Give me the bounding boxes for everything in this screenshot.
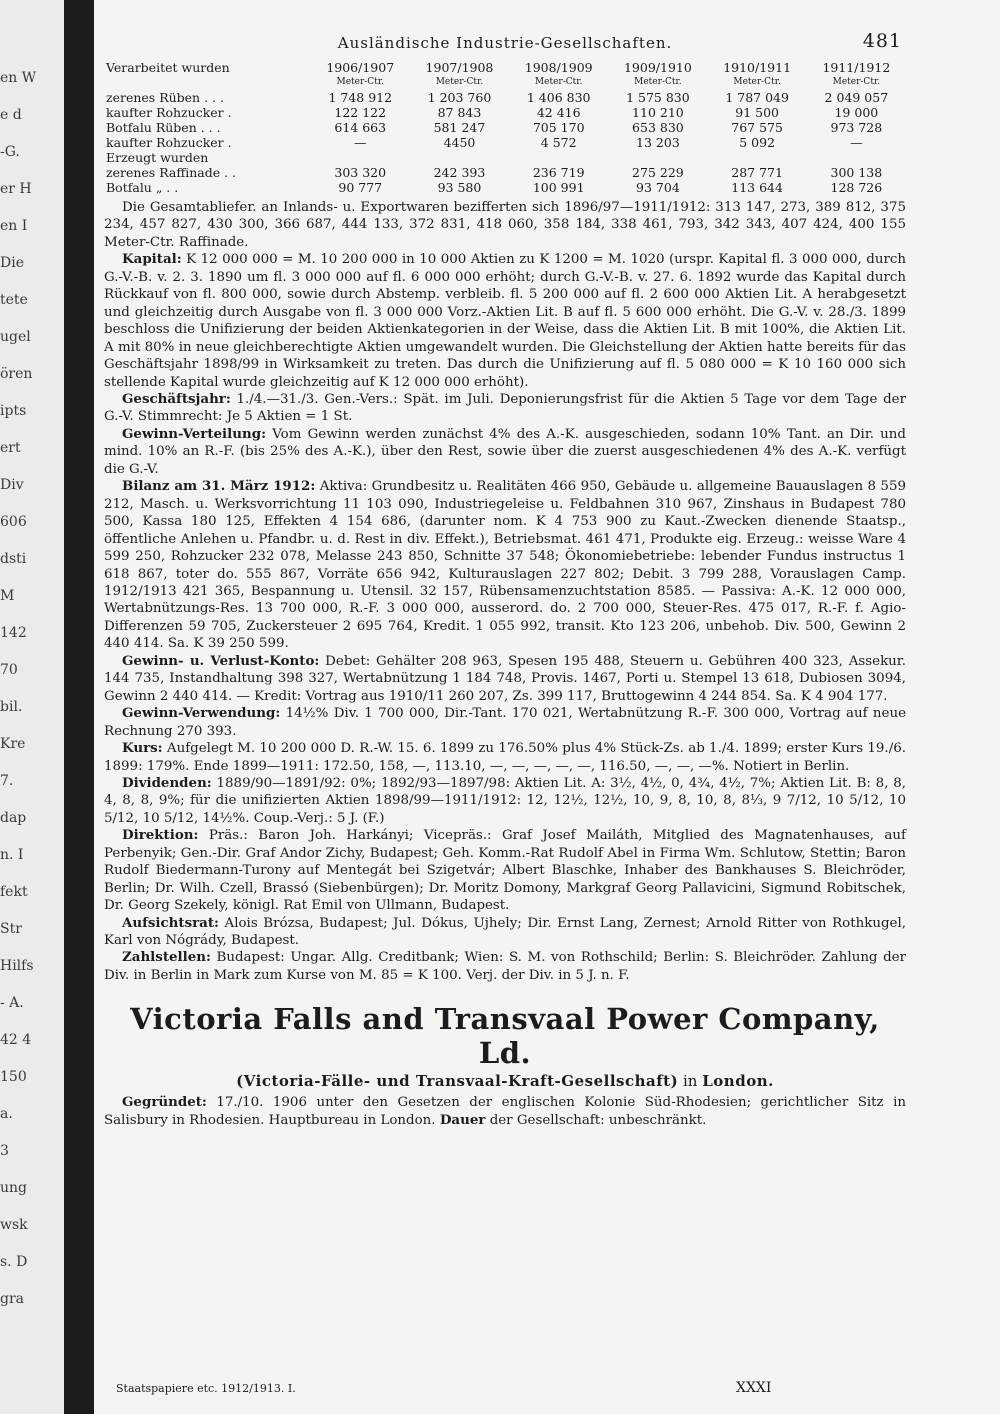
margin-fragment: ugel: [0, 329, 31, 345]
year-header: 1911/1912: [822, 60, 891, 75]
table-row: [104, 120, 906, 135]
margin-fragment: - A.: [0, 995, 24, 1011]
paragraph-label: Kurs:: [122, 740, 163, 757]
company-duration-text: der Gesellschaft: unbeschränkt.: [489, 1112, 707, 1128]
table-cell: 90 777: [338, 180, 383, 195]
margin-fragment: 42 4: [0, 1032, 32, 1048]
margin-fragment: s. D: [0, 1254, 28, 1270]
paragraph-label: Geschäftsjahr:: [122, 390, 231, 407]
article-body: [104, 199, 906, 984]
production-table-units: [104, 75, 906, 90]
year-header: 1910/1911: [723, 60, 792, 75]
year-header: 1908/1909: [524, 60, 593, 75]
table-row: [104, 135, 906, 150]
book-gutter: [64, 0, 94, 1414]
row-label: Erzeugt wurden: [106, 150, 209, 165]
company-founded: [104, 1094, 906, 1129]
table-cell: 300 138: [830, 165, 883, 180]
article-paragraph: [104, 251, 906, 391]
table-cell: 242 393: [433, 165, 486, 180]
table-cell: —: [354, 135, 367, 150]
paragraph-label: Bilanz am 31. März 1912:: [122, 478, 316, 495]
table-cell: 122 122: [334, 105, 387, 120]
margin-fragment: ören: [0, 366, 33, 382]
paragraph-label: Direktion:: [122, 827, 199, 844]
article-paragraph: [104, 478, 906, 653]
margin-fragment: n. I: [0, 847, 24, 863]
table-cell: 614 663: [334, 120, 387, 135]
table-cell: 973 728: [830, 120, 883, 135]
margin-fragment: er H: [0, 181, 32, 197]
unit-label: Meter-Ctr.: [634, 77, 682, 87]
paragraph-label: Gewinn-Verteilung:: [122, 425, 267, 442]
page: [104, 30, 906, 1129]
table-cell: 287 771: [731, 165, 783, 180]
article-paragraph: [104, 705, 906, 740]
table-cell: 100 991: [532, 180, 585, 195]
table-cell: 87 843: [437, 105, 482, 120]
paragraph-label: Kapital:: [122, 251, 182, 268]
margin-fragment: fekt: [0, 884, 28, 900]
row-label: kaufter Rohzucker .: [106, 135, 232, 150]
paragraph-label: Aufsichtsrat:: [122, 914, 219, 931]
paragraph-text: Vom Gewinn werden zunächst 4% des A.-K. ausgeschieden, sodann 10% Tant. an Dir. und mind. 10% an R.-F. (bis 25% des A.-K.), über den Rest, sowie über die zuerst ausgeschiedenen 4% des A.-K. verfügt die G.-V.: [104, 426, 906, 477]
margin-fragment: Str: [0, 921, 22, 937]
article-paragraph: [104, 915, 906, 950]
paragraph-text: Die Gesamtabliefer. an Inlands- u. Exportwaren bezifferten sich 1896/97—1911/1912: 313 147, 273, 389 812, 375 234, 457 827, 430 300, 366 687, 444 133, 372 831, 418 060, 358 184, 338 461, 793, 342 343, 407 424, 400 155 Meter-Ctr. Raffinade.: [104, 200, 906, 250]
margin-fragment: en W: [0, 70, 37, 86]
paragraph-text: Aktiva: Grundbesitz u. Realitäten 466 950, Gebäude u. allgemeine Bauauslagen 8 559 212, Masch. u. Werksvorrichtung 11 103 090, Industriegeleise u. Feldbahnen 310 967, Zinshaus in Budapest 780 500, Kassa 180 125, Effekten 4 154 686, (darunter nom. K 4 753 900 zu Kaut.-Zwecken dienende Staatsp., öffentliche Anlehen u. Pfandbr. u. d. Rest in div. Effekt.), Betriebsmat. 461 471, Produkte eig. Erzeug.: weisse Ware 4 599 250, Rohzucker 232 078, Melasse 243 850, Schnitte 37 548; Ökonomiebetriebe: lebender Fundus instructus 1 618 867, toter do. 555 867, Vorräte 656 942, Kulturauslagen 227 802; Debit. 3 799 288, Vorauslagen Camp. 1912/1913 421 365, Bespannung u. Utensil. 32 157, Rübensamenzuchtstation 8585. — Passiva: A.-K. 12 000 000, Wertabnützungs-Res. 13 700 000, R.-F. 3 000 000, ausserord. do. 2 700 000, Steuer-Res. 475 017, R.-F. f. Agio-Differenzen 59 705, Zuckersteuer 2 695 764, Kredit. 1 055 992, transit. Kto 123 206, unbehob. Div. 500, Gewinn 2 440 414. Sa. K 39 250 599.: [104, 479, 906, 652]
unit-label: Meter-Ctr.: [733, 77, 781, 87]
footer-sheet-number: XXXI: [736, 1380, 772, 1396]
table-cell: 1 203 760: [427, 90, 492, 105]
table-cell: 5 092: [739, 135, 776, 150]
article-paragraph: [104, 199, 906, 251]
table-cell: [807, 150, 906, 165]
margin-fragment: wsk: [0, 1217, 28, 1233]
margin-fragment: e d: [0, 107, 22, 123]
margin-fragment: 142: [0, 625, 27, 641]
production-table-units-spacer: [104, 75, 311, 90]
table-cell: 93 580: [437, 180, 482, 195]
table-row: [104, 150, 906, 165]
margin-fragment: gra: [0, 1291, 25, 1307]
unit-label: Meter-Ctr.: [336, 77, 384, 87]
running-head: [104, 30, 906, 60]
paragraph-text: 1./4.—31./3. Gen.-Vers.: Spät. im Juli. Deponierungsfrist für die Aktien 5 Tage vor dem Tage der G.-V. Stimmrecht: Je 5 Aktien = 1 St.: [104, 391, 906, 425]
table-cell: 128 726: [830, 180, 883, 195]
margin-fragment: Div: [0, 477, 24, 493]
margin-fragment: Hilfs: [0, 958, 34, 974]
unit-label: Meter-Ctr.: [534, 77, 583, 87]
table-row: [104, 105, 906, 120]
row-label: Botfalu Rüben . . .: [106, 120, 221, 135]
table-cell: 113 644: [731, 180, 783, 195]
paragraph-label: Dividenden:: [122, 774, 212, 791]
paragraph-text: Budapest: Ungar. Allg. Creditbank; Wien: S. M. von Rothschild; Berlin: S. Bleichröder. Zahlung der Div. in Berlin in Mark zum Kurse von M. 85 = K 100. Verj. der Div. in 5 J. n. F.: [104, 950, 907, 983]
table-cell: 4 572: [540, 135, 577, 150]
table-cell: 767 575: [731, 120, 783, 135]
adjacent-page-margin: [0, 0, 64, 1414]
table-cell: 1 748 912: [328, 90, 393, 105]
company-subheading: [104, 1072, 906, 1090]
row-label: Botfalu „ . .: [106, 180, 179, 195]
margin-fragment: -G.: [0, 144, 20, 160]
margin-fragment: ipts: [0, 403, 27, 419]
margin-fragment: M: [0, 588, 15, 604]
table-cell: 42 416: [536, 105, 581, 120]
article-paragraph: [104, 740, 906, 775]
article-paragraph: [104, 391, 906, 426]
margin-fragment: tete: [0, 292, 28, 308]
paragraph-label: Gewinn-Verwendung:: [122, 705, 281, 722]
paragraph-text: 1889/90—1891/92: 0%; 1892/93—1897/98: Aktien Lit. A: 3½, 4½, 0, 4¾, 4½, 7%; Aktien Lit. B: 8, 8, 4, 8, 8, 9%; für die unifizierten Aktien 1898/99—1911/1912: 12, 12½, 12½, 10, 9, 8, 10, 8, 8⅓, 9 7/12, 10 5/12, 10 5/12, 10 5/12, 14½%. Coup.-Verj.: 5 J. (F.): [104, 775, 906, 826]
margin-fragment: bil.: [0, 699, 23, 715]
table-cell: 110 210: [632, 105, 684, 120]
margin-fragment: ung: [0, 1180, 27, 1196]
article-paragraph: [104, 426, 906, 478]
table-cell: 4450: [443, 135, 476, 150]
production-table: [104, 60, 906, 195]
table-cell: 91 500: [735, 105, 779, 120]
margin-fragment: 150: [0, 1069, 27, 1085]
table-cell: [311, 150, 410, 165]
table-cell: 2 049 057: [824, 90, 889, 105]
row-label: kaufter Rohzucker .: [106, 105, 232, 120]
paragraph-text: K 12 000 000 = M. 10 200 000 in 10 000 Aktien zu K 1200 = M. 1020 (urspr. Kapital fl. 3 000 000, durch G.-V.-B. v. 2. 3. 1890 um fl. 3 000 000 auf fl. 6 000 000 erhöht; durch G.-V.-B. v. 27. 6. 1892 wurde das Kapital durch Rückkauf von fl. 800 000, sowie durch Abstemp. verbleib. fl. 5 200 000 auf fl. 2 600 000 Aktien Lit. A herabgesetzt und gleichzeitig durch Ausgabe von fl. 3 000 000 Vorz.-Aktien Lit. B auf fl. 5 600 000 erhöht. Die G.-V. v. 28./3. 1899 beschloss die Unifizierung der beiden Aktienkategorien in der Weise, dass die Aktien Lit. B mit 100%, die Aktien Lit. A mit 80% in neue gleichberechtigte Aktien umgewandelt wurden. Die Gleichstellung der Aktien hatte bereits für das Geschäftsjahr 1898/99 in Wirksamkeit zu treten. Das durch die Unifizierung auf fl. 5 080 000 = K 10 160 000 sich stellende Kapital wurde gleichzeitig auf K 12 000 000 erhöht).: [104, 252, 906, 390]
company-duration-label: Dauer: [439, 1111, 486, 1128]
company-german-name: (Victoria-Fälle- und Transvaal-Kraft-Gesellschaft): [236, 1072, 679, 1091]
margin-fragment: 3: [0, 1143, 9, 1159]
table-cell: 705 170: [532, 120, 585, 135]
table-cell: 1 575 830: [626, 90, 690, 105]
margin-fragment: Kre: [0, 736, 26, 752]
unit-label: Meter-Ctr.: [832, 77, 881, 87]
paragraph-text: Debet: Gehälter 208 963, Spesen 195 488, Steuern u. Gebühren 400 323, Assekur. 144 735, Instandhaltung 398 327, Wertabnützung 1 184 748, Provis. 1467, Porti u. Stempel 13 618, Dubiosen 3094, Gewinn 2 440 414. — Kredit: Vortrag aus 1910/11 260 207, Zs. 399 117, Bruttogewinn 4 244 854. Sa. K 4 904 177.: [104, 653, 906, 704]
table-cell: 275 229: [632, 165, 684, 180]
running-head-title: Ausländische Industrie-Gesellschaften.: [337, 34, 673, 52]
margin-fragment: ert: [0, 440, 21, 456]
company-founded-label: Gegründet:: [122, 1094, 207, 1111]
paragraph-text: Präs.: Baron Joh. Harkányi; Vicepräs.: Graf Josef Mailáth, Mitglied des Magnatenhauses, auf Perbenyik; Gen.-Dir. Graf Andor Zichy, Budapest; Geh. Komm.-Rat Rudolf Abel in Firma Wm. Schlutow, Stettin; Baron Rudolf Biedermann-Turony auf Mentegát bei Szigetvár; Albert Blaschke, Inhaber des Bankhauses S. Bleichröder, Berlin; Dr. Wilh. Czell, Brassó (Siebenbürgen); Dr. Moritz Domony, Markgraf Georg Pallavicini, Sigmund Robitschek, Dr. Georg Szekely, königl. Rat Emil von Ullmann, Budapest.: [104, 828, 906, 914]
table-cell: [708, 150, 807, 165]
page-number: 481: [862, 30, 902, 52]
row-label: zerenes Raffinade . .: [106, 165, 237, 180]
company-heading: Victoria Falls and Transvaal Power Company, Ld.: [130, 1002, 880, 1071]
table-cell: 93 704: [636, 180, 680, 195]
paragraph-label: Gewinn- u. Verlust-Konto:: [122, 652, 320, 669]
table-cell: 1 406 830: [526, 90, 591, 105]
table-cell: —: [850, 135, 863, 150]
margin-fragment: 70: [0, 662, 18, 678]
margin-fragment: a.: [0, 1106, 13, 1122]
margin-fragment: dap: [0, 810, 27, 826]
table-cell: [410, 150, 509, 165]
footer-signature: Staatspapiere etc. 1912/1913. I.: [116, 1382, 296, 1395]
paragraph-text: Aufgelegt M. 10 200 000 D. R.-W. 15. 6. 1899 zu 176.50% plus 4% Stück-Zs. ab 1./4. 1899; erster Kurs 19./6. 1899: 179%. Ende 1899—1911: 172.50, 158, —, 113.10, —, —, —, —, —, 116.50, —, —, —%. Notiert in Berlin.: [104, 741, 906, 774]
table-cell: 303 320: [334, 165, 387, 180]
margin-fragment: Die: [0, 255, 24, 271]
table-cell: [608, 150, 707, 165]
table-row: [104, 165, 906, 180]
year-header: 1906/1907: [326, 60, 395, 75]
article-paragraph: [104, 949, 906, 984]
production-table-header: [104, 60, 906, 75]
article-paragraph: [104, 653, 906, 705]
table-cell: 19 000: [834, 105, 879, 120]
paragraph-text: 14½% Div. 1 700 000, Dir.-Tant. 170 021, Wertabnützung R.-F. 300 000, Vortrag auf neue Rechnung 270 393.: [104, 706, 906, 739]
margin-fragment: dsti: [0, 551, 27, 567]
article-paragraph: [104, 775, 906, 827]
table-row: [104, 90, 906, 105]
table-cell: 581 247: [433, 120, 486, 135]
year-header: 1909/1910: [623, 60, 692, 75]
table-cell: [509, 150, 608, 165]
margin-fragment: 606: [0, 514, 27, 530]
company-location: London.: [702, 1072, 774, 1091]
company-german-suffix: in: [683, 1072, 698, 1091]
table-cell: 1 787 049: [725, 90, 789, 105]
page-footer: [116, 1380, 796, 1400]
production-table-header-label: Verarbeitet wurden: [106, 60, 230, 75]
company-founded-text: 17./10. 1906 unter den Gesetzen der englischen Kolonie Süd-Rhodesien; gerichtlicher Sitz in Salisbury in Rhodesien. Hauptbureau in London.: [104, 1095, 906, 1128]
table-cell: 13 203: [636, 135, 680, 150]
year-header: 1907/1908: [425, 60, 494, 75]
table-cell: 236 719: [532, 165, 585, 180]
unit-label: Meter-Ctr.: [435, 77, 484, 87]
row-label: zerenes Rüben . . .: [106, 90, 224, 105]
paragraph-label: Zahlstellen:: [122, 949, 211, 966]
table-row: [104, 180, 906, 195]
paragraph-text: Alois Brózsa, Budapest; Jul. Dókus, Ujhely; Dir. Ernst Lang, Zernest; Arnold Ritter von Rothkugel, Karl von Nógrády, Budapest.: [104, 915, 906, 949]
margin-fragment: en I: [0, 218, 28, 234]
margin-fragment: 7.: [0, 773, 14, 789]
article-paragraph: [104, 827, 906, 914]
table-cell: 653 830: [632, 120, 684, 135]
